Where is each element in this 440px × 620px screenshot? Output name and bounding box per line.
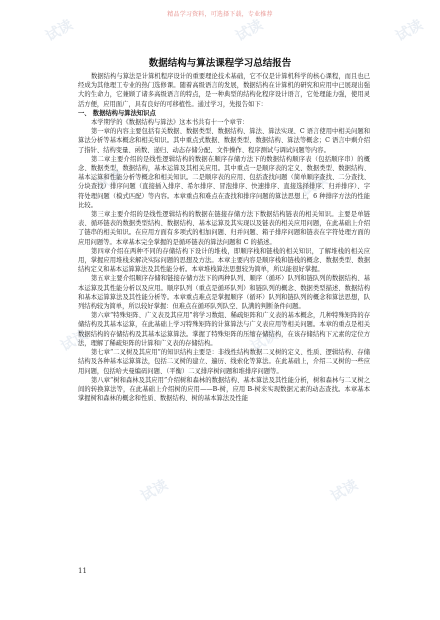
- body-paragraph: 第六章“特殊矩阵、广义表及其应用”将学习数组、稀疏矩阵和广义表的基本概念，几种特殊矩阵的存储结构及其基本运算，在此基础上学习特殊矩阵的计算算法与广义表应用等相关问题。本章的重点是相关数据结构的存储结构及其基本运算算法。掌握了特殊矩阵的压缩存储结构，在该存储结构下元素的定位方法，理解了稀疏矩阵的计算和广义表的存储结构。: [78, 312, 370, 347]
- body-paragraph: 数据结构与算法是计算机程序设计的重要理论技术基础，它不仅是计算机科学的核心课程，而且也已经成为其他理工专业的热门选修课。随着高级语言的发展，数据结构在计算机的研究和应用中已展现出强大的生命力，它兼顾了诸多高级语言的特点，是一种典型的结构化程序设计语言，它处理能力强，使用灵活方便，应用面广，具有良好的可移植性。通过学习，先报告如下：: [78, 73, 370, 108]
- body-paragraph: 第四章介绍在两种不同的存储结构下设计的堆栈，即顺序栈和链栈的相关知识，了解堆栈的相关应用，掌握应用堆栈来解决实际问题的思想及方法。本章主要内容是顺序栈和链栈的概念、数据类型、数据结构定义和基本运算算法及其性能分析。本章堆栈算法思想较为简单，所以能很好掌握。: [78, 247, 370, 274]
- body-paragraph: 第一章的内容主要包括有关数据、数据类型、数据结构、算法、算法实现、C 语言使用中相关问题和算法分析等基本概念和相关知识。其中重点式数据、数据类型、数据结构、算法等概念；C 语言中剩介绍了指针、结构变量、函数、递归、动态存储分配、文件操作、程序测试与调试问题等内容。: [78, 128, 370, 154]
- body-paragraph: 第八章“树和森林及其应用”介绍树和森林的数据结构、基本算法及其性能分析，树和森林与二叉树之间的转换算法等，在此基础上介绍树的应用——B-树，应用 B-树来实现数据元素的动态查找。本章基本掌握树和森林的概念和性质、数据结构、树的基本算法及性能: [78, 376, 370, 403]
- body-paragraph: 第五章主要介绍顺序存储和链接存储方法下的两种队列、顺序（循环）队列和链队列的数据结构、基本运算及其性能分析以及应用。顺序队列（重点是循环队列）和链队列的概念、数据类型描述、数据结构和基本运算算法及其性能分析等。本章重点难点是掌握顺序（循环）队列和链队列的概念和算法思想，队列结构较为简单，所以较好掌握：但难点在循环队列队空、队满的判断条件问题。: [78, 275, 370, 311]
- body-paragraph: 第三章主要介绍的是线性逻辑结构的数据在链接存储方法下数据结构链表的相关知识。主要是单链表、循环链表的数据类型结构、数据结构、基本运算及其实现以及链表的相关应用问题，在此基础上介绍了链串的相关知识。在应用方面有多项式的相加问题、归并问题、箱子排序问题和链表在字符处理方面的应用问题等。本章基本完全掌握的是循环链表的算法问题和 C 的描述。: [78, 211, 370, 246]
- report-body: [78, 72, 370, 403]
- watermark-text: 试读: [393, 16, 426, 45]
- watermark-text: 试读: [328, 476, 361, 505]
- body-paragraph: 第七章“二叉树及其应用”的知识结构主要是：非线性结构数据二叉树的定义、性质、逻辑结构、存储结构及各种基本运算算法，包括二叉树的建立、遍历、线索化等算法。在此基础上，介绍二叉树的一些应用问题，包括哈夫曼编码问题、（平衡）二叉排序树问题和堆排序问题等。: [78, 349, 370, 375]
- page-number: 11: [78, 567, 87, 575]
- body-paragraph: 本学期学的《数据结构与算法》这本书共有十一个章节：: [91, 119, 249, 127]
- watermark-text: 试读: [138, 476, 171, 505]
- body-paragraph: 第二章主要介绍的是线性逻辑结构的数据在顺序存储方法下的数据结构顺序表（包括顺序串）的概念、数据类型，数据结构，基本运算及其相关应用。其中重点一是顺序表的定义、数据类型、数据结构、基本运算和性能分析等概念和相关知识。二是顺序表的应用、包括查找问题（简单顺序查找、二分查找、分块查找）排序问题（直接插入排序、希尔排序、冒泡排序、快速排序、直接选择排序、归并排序）、字符处理问题（模式匹配）等内容。本章重点和难点在查找和排序问题的算法思想上，6 种排序方法的性能比较。: [78, 155, 370, 209]
- watermark-text: 试读: [93, 166, 126, 195]
- watermark-text: 试读: [248, 326, 281, 355]
- section-heading: 一、 数据结构与算法知识点: [78, 109, 156, 117]
- watermark-text: 试读: [298, 171, 331, 200]
- watermark-text: 试读: [233, 16, 266, 45]
- watermark-text: 试读: [58, 326, 91, 355]
- download-banner: 精品学习资料，可选择下载，专业推荐: [167, 11, 273, 18]
- watermark-text: 试读: [43, 16, 76, 45]
- page-title: 数据结构与算法课程学习总结报告: [148, 58, 292, 69]
